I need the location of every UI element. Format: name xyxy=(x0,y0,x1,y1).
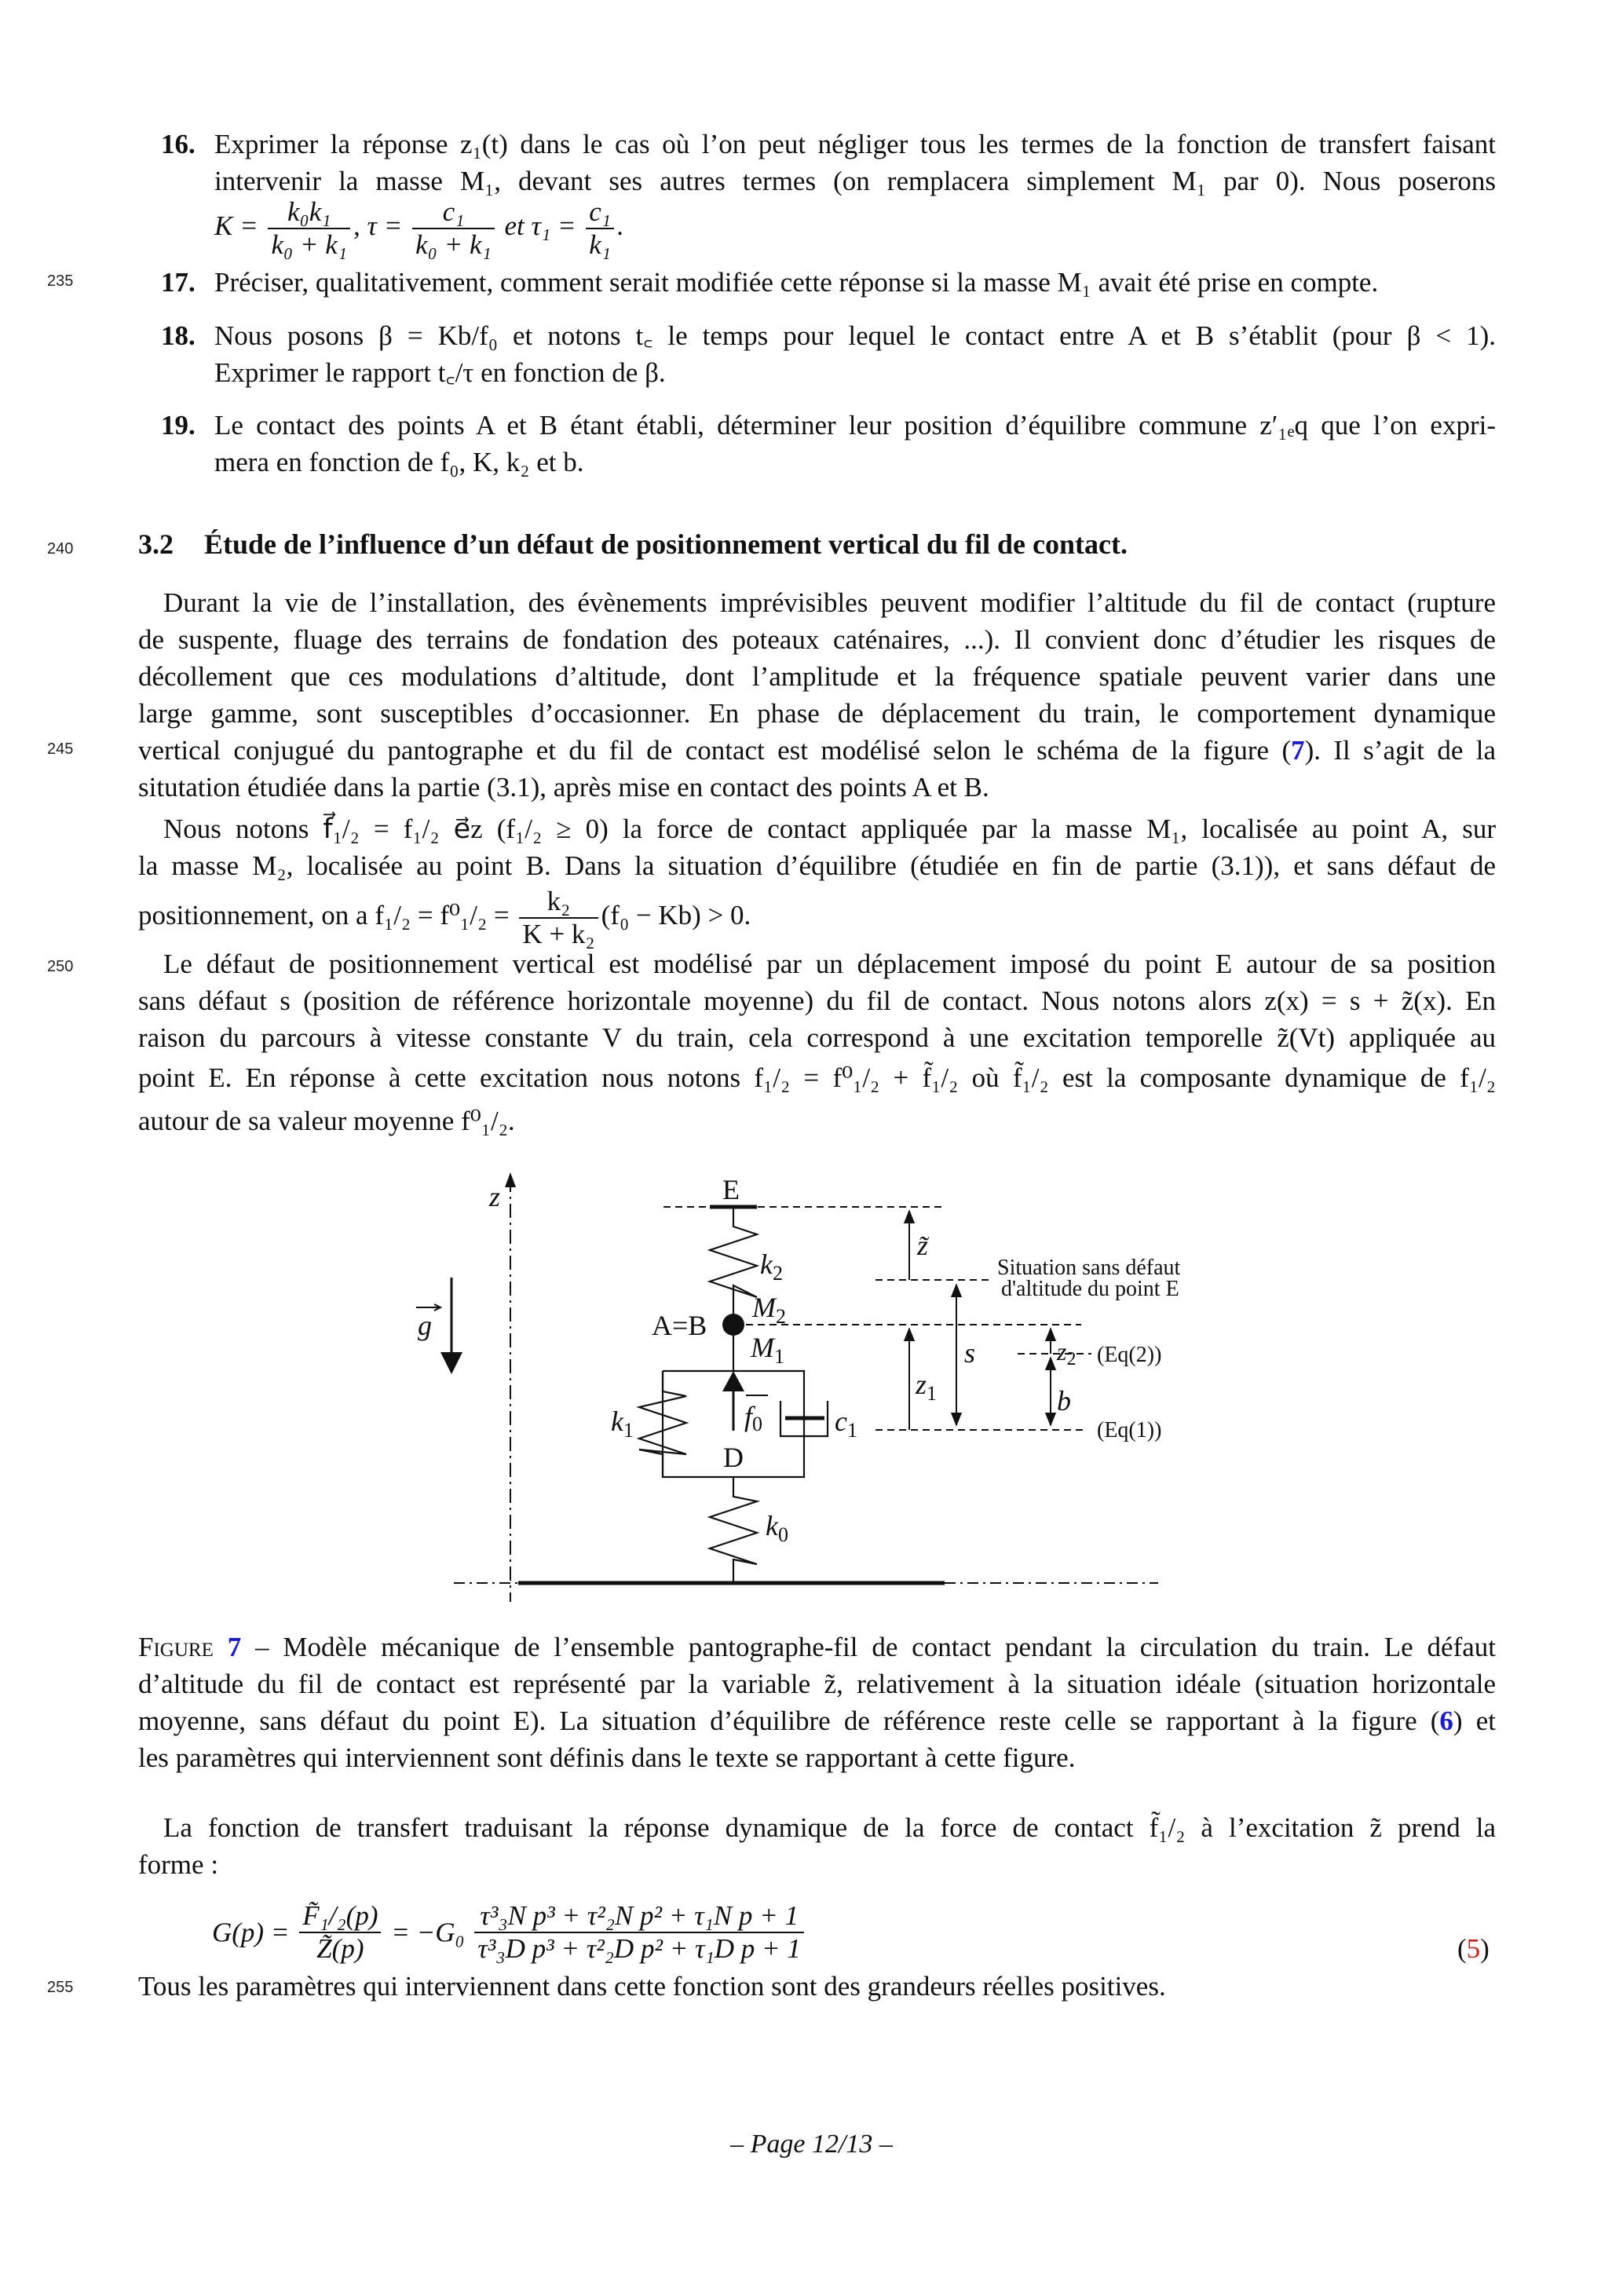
label-eq1: (Eq(1)) xyxy=(1097,1418,1162,1442)
label-z2: z2 xyxy=(1057,1337,1077,1369)
line-number: 255 xyxy=(47,1979,74,1996)
label-no-defect-2: d'altitude du point E xyxy=(1001,1277,1179,1301)
z-axis-arrowhead xyxy=(505,1172,516,1187)
label-k2: $k_2$ xyxy=(760,1249,783,1285)
fraction-transfer-polynomials: $\frac{\text{τ³₃N p³ + τ²₂N p² + τ₁N p + 1}}{\text{τ³₃D p³ + τ²₂D p² + τ₁D p + 1}}$ xyxy=(474,1900,804,1965)
section-title: Étude de l’influence d’un défaut de positionnement vertical du fil de contact. xyxy=(204,528,1128,560)
label-E: E xyxy=(722,1174,740,1205)
label-M2: $M_2$ xyxy=(752,1292,786,1328)
question-line: Exprimer la réponse z₁(t) dans le cas où l’on peut négliger tous les termes de la fonction de transfert faisant xyxy=(214,129,1496,159)
paragraph: Le défaut de positionnement vertical est modélisé par un déplacement imposé du point E autour de sa position sans défaut s (position de référence horizontale moyenne) du fil de contact. Nous notons alors z(x) = s + z̃(x). En raison du parcours à vitesse constante V du train, cela correspond à une excitation temporelle z̃(Vt) appliquée au point E. En réponse à cette excitation nous notons f₁/₂ = f⁰₁/₂ + f̃₁/₂ où f̃₁/₂ est la composante dynamique de f₁/₂ autour de sa valeur moyenne f⁰₁/₂. xyxy=(138,949,1496,1136)
line-number: 235 xyxy=(47,272,74,290)
question-number: 19. xyxy=(161,410,196,441)
line-number: 250 xyxy=(47,958,74,975)
line-number: 245 xyxy=(47,740,74,758)
fraction-K: $\frac{\text{k₀k₁}}{\text{k₀ + k₁}}$ xyxy=(268,196,350,261)
caption-prefix: Figure xyxy=(138,1632,214,1662)
gravity-arrowhead xyxy=(440,1352,462,1374)
force-f0-arrowhead xyxy=(722,1371,744,1391)
figure-6-link[interactable]: 6 xyxy=(1439,1706,1453,1736)
question-line: Nous posons β = Kb/f₀ et notons t꜀ le temps pour lequel le contact entre A et B s’établit (pour β < 1). xyxy=(214,320,1496,351)
label-M1: $M_1$ xyxy=(751,1332,784,1368)
label-k1: $k_1$ xyxy=(611,1406,634,1442)
question-number: 16. xyxy=(161,129,196,159)
equation-5-link[interactable]: 5 xyxy=(1466,1933,1481,1964)
fraction-tau1: $\frac{\text{c₁}}{\text{k₁}}$ xyxy=(586,196,614,261)
spring-k2 xyxy=(710,1207,757,1325)
label-D: D xyxy=(723,1442,744,1473)
equation-number: (5) xyxy=(1457,1933,1490,1964)
label-c1: $c_1$ xyxy=(835,1406,857,1442)
paragraph: La fonction de transfert traduisant la réponse dynamique de la force de contact f̃₁/₂ à l’excitation z̃ prend la forme : xyxy=(138,1812,1496,1880)
section-number: 3.2 xyxy=(138,528,174,560)
label-s: s xyxy=(964,1337,976,1369)
question-line: mera en fonction de f₀, K, k₂ et b. xyxy=(214,447,584,477)
equation-5: G(p) = $\frac{\text{F̃₁/₂(p)}}{Z̃(p)}$ = −G₀ $\frac{\text{τ³₃N p³ + τ²₂N p² + τ₁N p + 1}}{\text{τ³₃D p³ + τ²₂D p² + τ₁D p + 1}}$ xyxy=(212,1900,807,1965)
fraction: $\frac{\text{k₂}}{\text{K + k₂}}$ xyxy=(519,886,598,950)
fraction-tau: $\frac{\text{c₁}}{\text{k₀ + k₁}}$ xyxy=(412,196,495,261)
label-k0: $k_0$ xyxy=(766,1510,788,1546)
spring-k0 xyxy=(710,1477,757,1583)
figure-number[interactable]: 7 xyxy=(227,1632,242,1662)
label-g: g xyxy=(418,1310,432,1341)
question-number: 18. xyxy=(161,320,196,351)
question-formula: K = $\frac{\text{k₀k₁}}{\text{k₀ + k₁}}$ , τ = $\frac{\text{c₁}}{\text{k₀ + k₁}}$ et τ₁ = $\frac{\text{c₁}}{\text{k₁}}$ . xyxy=(214,196,624,260)
figure-link[interactable]: 7 xyxy=(1291,735,1305,766)
figure-caption: Figure 7 – Modèle mécanique de l’ensemble pantographe-fil de contact pendant la circulation du train. Le défaut d’altitude du fil de contact est représenté par la variable z̃, relativement à la situation idéale (situation horizontale moyenne, sans défaut du point E). La situation d’équilibre de référence reste celle se rapportant à la figure (6) et les paramètres qui interviennent sont définis dans le texte se rapportant à cette figure. xyxy=(138,1632,1496,1773)
question-text: Préciser, qualitativement, comment serait modifiée cette réponse si la masse M₁ avait été prise en compte. xyxy=(214,267,1379,298)
label-eq2: (Eq(2)) xyxy=(1097,1343,1162,1367)
question-number: 17. xyxy=(161,267,196,298)
paragraph: Tous les paramètres qui interviennent dans cette fonction sont des grandeurs réelles positives. xyxy=(138,1971,1166,2002)
label-z1: $z_1$ xyxy=(916,1369,938,1405)
question-line: intervenir la masse M₁, devant ses autres termes (on remplacera simplement M₁ par 0). Nous poserons xyxy=(214,166,1496,196)
fraction-F-over-Z: $\frac{\text{F̃₁/₂(p)}}{Z̃(p)}$ xyxy=(299,1900,381,1965)
label-z-axis: z xyxy=(489,1181,501,1212)
page-footer: – Page 12/13 – xyxy=(730,2130,893,2159)
question-line: Le contact des points A et B étant établi, déterminer leur position d’équilibre commune z′₁ₑq que l’on expri- xyxy=(214,410,1496,441)
paragraph: Durant la vie de l’installation, des évènements imprévisibles peuvent modifier l’altitude du fil de contact (rupture de suspente, fluage des terrains de fondation des poteaux caténaires, ...). Il convient donc d’étudier les risques de décollement que ces modulations d’altitude, dont l’amplitude et la fréquence spatiale peuvent varier dans une large gamme, sont susceptibles d’occasionner. En phase de déplacement du train, le comportement dynamique vertical conjugué du pantographe et du fil de contact est modélisé selon le schéma de la figure (7). Il s’agit de la situtation étudiée dans la partie (3.1), après mise en contact des points A et B. xyxy=(138,587,1496,803)
line-number: 240 xyxy=(47,540,74,558)
label-b: b xyxy=(1057,1385,1071,1417)
label-f0: f0 xyxy=(744,1401,763,1435)
label-z-tilde: z̃ xyxy=(917,1230,929,1261)
question-line: Exprimer le rapport t꜀/τ en fonction de β. xyxy=(214,357,666,388)
paragraph: Nous notons f⃗₁/₂ = f₁/₂ e⃗z (f₁/₂ ≥ 0) la force de contact appliquée par la masse M₁, localisée au point A, sur la masse M₂, localisée au point B. Dans la situation d’équilibre (étudiée en fin de partie (3.1)), et sans défaut de positionnement, on a f₁/₂ = f⁰₁/₂ = $\frac{\text{k₂}}{\text{K + k₂}}$ (f₀ − Kb) > 0. xyxy=(138,813,1496,949)
label-no-defect-1: Situation sans défaut xyxy=(997,1256,1181,1280)
label-AB: A=B xyxy=(652,1310,707,1341)
